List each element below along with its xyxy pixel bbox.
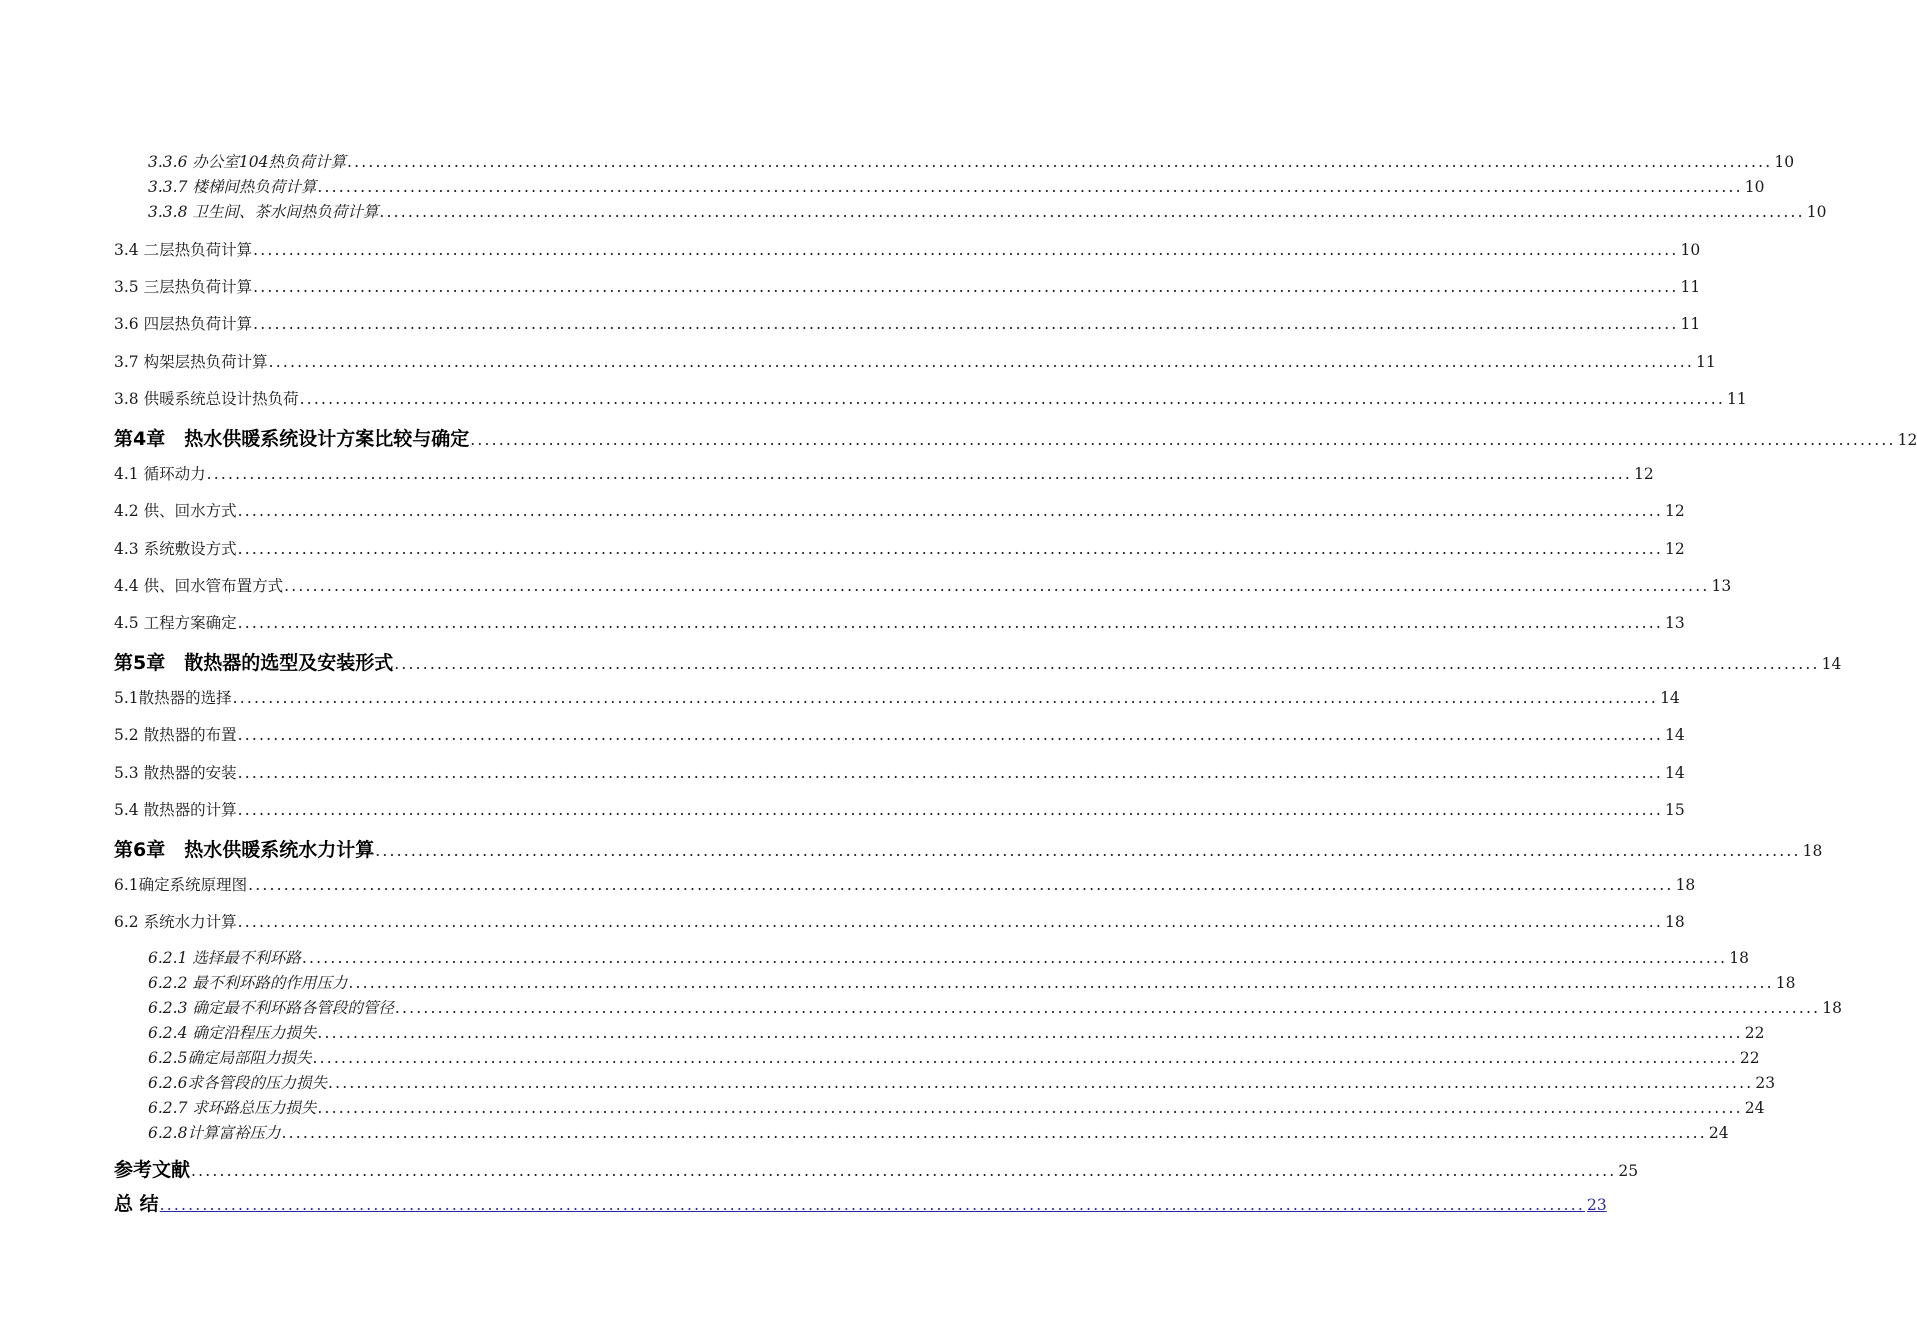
toc-entry-title: 4.1 循环动力 [114,465,206,483]
toc-page-number: 15 [1664,801,1685,819]
toc-entry-title: 3.7 构架层热负荷计算 [114,353,268,371]
toc-entry[interactable] [114,275,1701,297]
toc-entry-title: 3.4 二层热负荷计算 [114,241,253,259]
toc-entry-title: 4.3 系统敷设方式 [114,540,237,558]
dot-leader: ........................................................................................................................................................................................................ [394,999,1821,1017]
dot-leader: ........................................................................................................................................................................................................ [232,689,1659,707]
dot-leader: ........................................................................................................................................................................................................ [299,390,1725,408]
dot-leader: ........................................................................................................................................................................................................ [159,1196,1586,1214]
dot-leader: ........................................................................................................................................................................................................ [394,655,1820,673]
toc-entry-title: 6.2.6求各管段的压力损失 [148,1074,327,1092]
toc-page-number: 23 [1587,1196,1607,1214]
toc-entry-title: 第6章 热水供暖系统水力计算 [114,839,375,861]
toc-entry[interactable] [114,910,1685,932]
toc-page-number: 18 [1729,949,1750,967]
toc-page-number: 10 [1744,178,1765,196]
toc-entry[interactable] [114,350,1716,372]
toc-page-number: 14 [1664,726,1685,744]
toc-entry[interactable] [114,686,1680,708]
toc-chapter-entry[interactable] [114,424,1917,451]
toc-entry-title: 3.8 供暖系统总设计热负荷 [114,390,299,408]
toc-entry-title: 6.2.5确定局部阻力损失 [148,1049,312,1067]
toc-chapter-entry[interactable] [114,1189,1607,1216]
toc-page-number: 24 [1708,1124,1729,1142]
toc-entry-title: 总 结 [114,1193,159,1215]
toc-entry[interactable] [114,312,1701,334]
dot-leader: ........................................................................................................................................................................................................ [237,801,1663,819]
toc-page-number: 14 [1821,655,1842,673]
toc-page-number: 13 [1711,577,1732,595]
dot-leader: ........................................................................................................................................................................................................ [317,178,1743,196]
toc-entry-title: 4.4 供、回水管布置方式 [114,577,284,595]
toc-chapter-entry[interactable] [114,835,1823,862]
toc-entry-title: 3.3.6 办公室104热负荷计算 [148,153,346,171]
toc-entry-title: 第4章 热水供暖系统设计方案比较与确定 [114,428,470,450]
dot-leader: ........................................................................................................................................................................................................ [237,502,1663,520]
toc-entry[interactable] [114,574,1732,596]
toc-entry-title: 参考文献 [114,1159,191,1181]
toc-entry[interactable] [148,1121,1729,1143]
toc-entry[interactable] [148,1096,1765,1118]
dot-leader: ........................................................................................................................................................................................................ [301,949,1728,967]
dot-leader: ........................................................................................................................................................................................................ [237,913,1663,931]
toc-page-number: 10 [1806,203,1827,221]
toc-entry[interactable] [148,175,1765,197]
toc-entry-title: 6.2.7 求环路总压力损失 [148,1099,317,1117]
toc-entry-title: 3.3.8 卫生间、茶水间热负荷计算 [148,203,379,221]
toc-entry-title: 5.3 散热器的安装 [114,764,237,782]
dot-leader: ........................................................................................................................................................................................................ [348,974,1774,992]
toc-entry-title: 6.2.2 最不利环路的作用压力 [148,974,348,992]
dot-leader: ........................................................................................................................................................................................................ [191,1162,1617,1180]
dot-leader: ........................................................................................................................................................................................................ [470,431,1896,449]
toc-entry[interactable] [114,537,1685,559]
toc-entry-title: 5.1散热器的选择 [114,689,232,707]
dot-leader: ........................................................................................................................................................................................................ [281,1124,1707,1142]
toc-entry-title: 4.2 供、回水方式 [114,502,237,520]
toc-entry-title: 6.2 系统水力计算 [114,913,237,931]
toc-entry-title: 3.6 四层热负荷计算 [114,315,253,333]
toc-entry-title: 6.1确定系统原理图 [114,876,248,894]
toc-page-number: 18 [1664,913,1685,931]
toc-entry[interactable] [114,723,1685,745]
dot-leader: ........................................................................................................................................................................................................ [284,577,1710,595]
toc-page-number: 12 [1897,431,1917,449]
toc-page-number: 10 [1774,153,1795,171]
toc-entry[interactable] [148,971,1796,993]
toc-page-number: 18 [1675,876,1696,894]
toc-entry-title: 6.2.1 选择最不利环路 [148,949,301,967]
dot-leader: ........................................................................................................................................................................................................ [253,241,1679,259]
toc-entry[interactable] [114,611,1685,633]
dot-leader: ........................................................................................................................................................................................................ [327,1074,1754,1092]
dot-leader: ........................................................................................................................................................................................................ [206,465,1632,483]
toc-entry-title: 6.2.4 确定沿程压力损失 [148,1024,317,1042]
toc-entry[interactable] [114,798,1685,820]
dot-leader: ........................................................................................................................................................................................................ [248,876,1674,894]
toc-chapter-entry[interactable] [114,648,1842,675]
toc-entry[interactable] [148,1046,1760,1068]
toc-page-number: 18 [1775,974,1796,992]
toc-page-number: 12 [1664,502,1685,520]
toc-page-number: 25 [1618,1162,1639,1180]
toc-entry[interactable] [114,238,1701,260]
toc-entry-title: 5.2 散热器的布置 [114,726,237,744]
toc-entry[interactable] [114,387,1747,409]
toc-entry-title: 6.2.3 确定最不利环路各管段的管径 [148,999,394,1017]
dot-leader: ........................................................................................................................................................................................................ [253,315,1679,333]
toc-page-number: 18 [1802,842,1823,860]
toc-entry-title: 3.5 三层热负荷计算 [114,278,253,296]
toc-page-number: 23 [1755,1074,1776,1092]
toc-entry[interactable] [114,761,1685,783]
dot-leader: ........................................................................................................................................................................................................ [312,1049,1738,1067]
dot-leader: ........................................................................................................................................................................................................ [317,1099,1743,1117]
toc-page-number: 13 [1664,614,1685,632]
toc-page-number: 22 [1739,1049,1760,1067]
toc-entry[interactable] [114,499,1685,521]
toc-page-number: 12 [1664,540,1685,558]
dot-leader: ........................................................................................................................................................................................................ [237,764,1663,782]
toc-entry[interactable] [114,462,1654,484]
toc-page-number: 22 [1744,1024,1765,1042]
toc-entry[interactable] [148,946,1750,968]
dot-leader: ........................................................................................................................................................................................................ [379,203,1805,221]
toc-entry-title: 5.4 散热器的计算 [114,801,237,819]
toc-page-number: 11 [1680,315,1701,333]
toc-page-number: 14 [1660,689,1680,707]
toc-page-number: 11 [1680,278,1701,296]
toc-page-number: 18 [1822,999,1843,1017]
dot-leader: ........................................................................................................................................................................................................ [237,726,1663,744]
toc-page-number: 24 [1744,1099,1765,1117]
dot-leader: ........................................................................................................................................................................................................ [268,353,1694,371]
toc-entry-title: 4.5 工程方案确定 [114,614,237,632]
toc-entry-title: 6.2.8计算富裕压力 [148,1124,281,1142]
toc-entry[interactable] [114,873,1696,895]
toc-entry[interactable] [148,1021,1765,1043]
toc-page-number: 12 [1633,465,1654,483]
dot-leader: ........................................................................................................................................................................................................ [317,1024,1743,1042]
dot-leader: ........................................................................................................................................................................................................ [237,540,1663,558]
toc-entry[interactable] [148,150,1795,172]
toc-entry-title: 第5章 散热器的选型及安装形式 [114,652,394,674]
toc-page-number: 10 [1680,241,1701,259]
dot-leader: ........................................................................................................................................................................................................ [253,278,1679,296]
toc-page-number: 14 [1664,764,1685,782]
toc-page-number: 11 [1695,353,1716,371]
dot-leader: ........................................................................................................................................................................................................ [375,842,1801,860]
toc-chapter-entry[interactable] [114,1155,1639,1182]
toc-entry[interactable] [148,200,1827,222]
toc-entry[interactable] [148,1071,1776,1093]
toc-entry-title: 3.3.7 楼梯间热负荷计算 [148,178,317,196]
dot-leader: ........................................................................................................................................................................................................ [346,153,1773,171]
dot-leader: ........................................................................................................................................................................................................ [237,614,1663,632]
toc-page-number: 11 [1726,390,1747,408]
toc-entry[interactable] [148,996,1843,1018]
